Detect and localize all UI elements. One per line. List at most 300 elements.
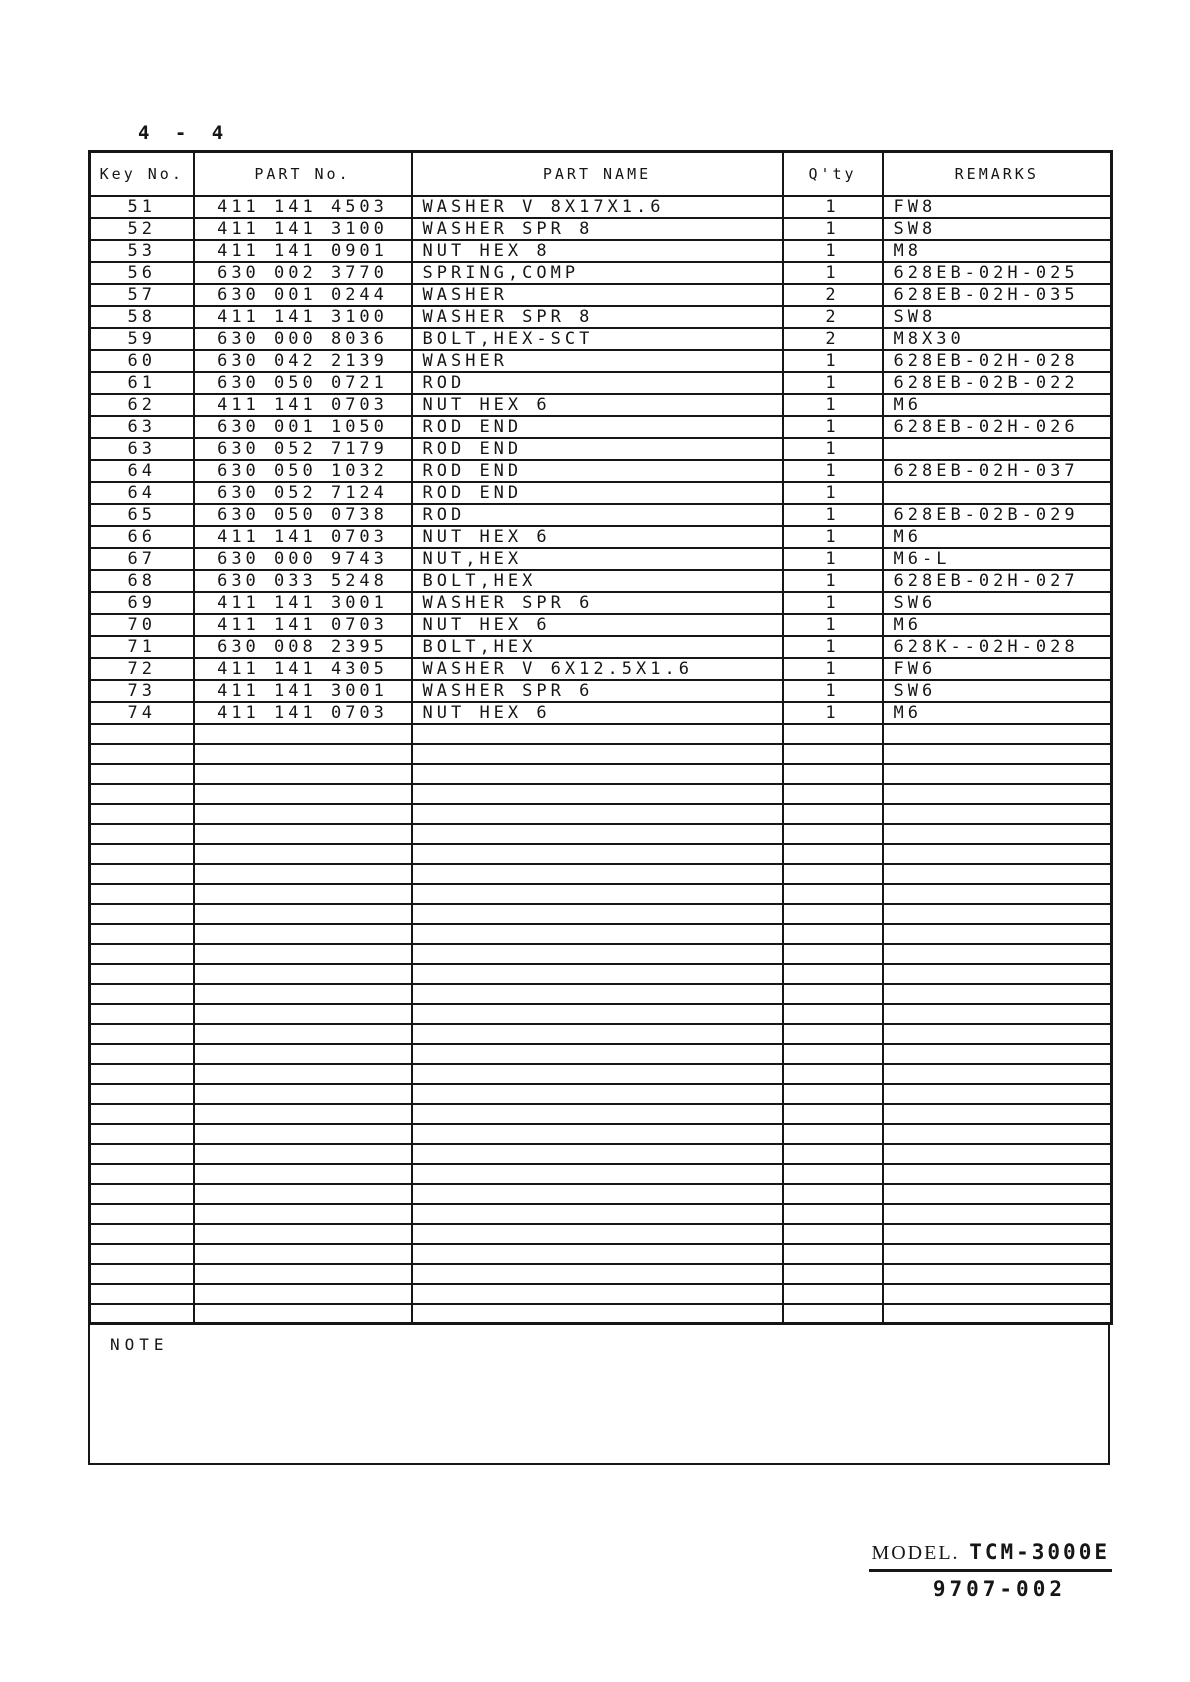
empty-cell xyxy=(783,1004,883,1024)
cell-part-no: 411 141 3001 xyxy=(194,680,412,702)
table-row xyxy=(90,350,1112,372)
table-row xyxy=(90,372,1112,394)
cell-remarks: 628EB-02B-022 xyxy=(883,372,1112,394)
table-row xyxy=(90,592,1112,614)
cell-part-no: 411 141 0703 xyxy=(194,394,412,416)
cell-name: NUT HEX 8 xyxy=(412,240,783,262)
empty-row xyxy=(90,1024,1112,1044)
empty-cell xyxy=(412,824,783,844)
table-row xyxy=(90,680,1112,702)
empty-cell xyxy=(412,924,783,944)
empty-row xyxy=(90,1264,1112,1284)
cell-name: WASHER V 8X17X1.6 xyxy=(412,196,783,218)
empty-cell xyxy=(412,1044,783,1064)
note-label: NOTE xyxy=(110,1335,169,1354)
empty-row xyxy=(90,1044,1112,1064)
cell-qty: 1 xyxy=(783,680,883,702)
cell-key: 63 xyxy=(90,438,194,460)
empty-cell xyxy=(783,1284,883,1304)
cell-qty: 1 xyxy=(783,394,883,416)
empty-row xyxy=(90,804,1112,824)
cell-part-no: 411 141 3001 xyxy=(194,592,412,614)
empty-cell xyxy=(883,744,1112,764)
cell-qty: 1 xyxy=(783,614,883,636)
empty-cell xyxy=(883,1124,1112,1144)
cell-part-no: 630 001 1050 xyxy=(194,416,412,438)
empty-cell xyxy=(412,1204,783,1224)
empty-cell xyxy=(783,1124,883,1144)
cell-part-no: 630 033 5248 xyxy=(194,570,412,592)
cell-qty: 1 xyxy=(783,196,883,218)
empty-cell xyxy=(783,944,883,964)
empty-cell xyxy=(90,1184,194,1204)
empty-cell xyxy=(90,1304,194,1324)
empty-cell xyxy=(412,964,783,984)
table-row xyxy=(90,548,1112,570)
empty-cell xyxy=(194,724,412,744)
cell-part-no: 630 000 9743 xyxy=(194,548,412,570)
cell-name: ROD xyxy=(412,504,783,526)
cell-part-no: 411 141 0703 xyxy=(194,702,412,724)
cell-key: 59 xyxy=(90,328,194,350)
empty-cell xyxy=(883,844,1112,864)
cell-qty: 1 xyxy=(783,636,883,658)
empty-cell xyxy=(194,1204,412,1224)
cell-key: 58 xyxy=(90,306,194,328)
empty-cell xyxy=(194,804,412,824)
cell-part-no: 630 050 1032 xyxy=(194,460,412,482)
empty-cell xyxy=(412,1184,783,1204)
cell-key: 72 xyxy=(90,658,194,680)
table-row xyxy=(90,284,1112,306)
empty-cell xyxy=(783,1064,883,1084)
cell-qty: 1 xyxy=(783,592,883,614)
doc-number: 9707-002 xyxy=(932,1577,1066,1601)
empty-row xyxy=(90,1004,1112,1024)
cell-name: NUT HEX 6 xyxy=(412,394,783,416)
empty-cell xyxy=(90,824,194,844)
empty-cell xyxy=(883,944,1112,964)
empty-cell xyxy=(194,1004,412,1024)
empty-cell xyxy=(194,1064,412,1084)
empty-cell xyxy=(783,1204,883,1224)
cell-remarks: SW6 xyxy=(883,680,1112,702)
cell-qty: 1 xyxy=(783,548,883,570)
empty-row xyxy=(90,744,1112,764)
empty-row xyxy=(90,964,1112,984)
column-header-remarks: REMARKS xyxy=(883,152,1112,196)
empty-cell xyxy=(412,1084,783,1104)
empty-cell xyxy=(90,724,194,744)
empty-cell xyxy=(783,1084,883,1104)
model-line xyxy=(869,1540,1112,1572)
cell-qty: 1 xyxy=(783,372,883,394)
empty-cell xyxy=(783,984,883,1004)
cell-name: WASHER SPR 6 xyxy=(412,592,783,614)
model-value: TCM-3000E xyxy=(969,1540,1110,1564)
empty-cell xyxy=(883,1204,1112,1224)
empty-cell xyxy=(412,864,783,884)
cell-remarks: M6 xyxy=(883,614,1112,636)
empty-cell xyxy=(783,924,883,944)
cell-key: 62 xyxy=(90,394,194,416)
cell-qty: 1 xyxy=(783,504,883,526)
empty-cell xyxy=(883,1244,1112,1264)
empty-cell xyxy=(90,1044,194,1064)
cell-qty: 1 xyxy=(783,702,883,724)
cell-key: 74 xyxy=(90,702,194,724)
cell-key: 60 xyxy=(90,350,194,372)
column-header-part-name: PART NAME xyxy=(412,152,783,196)
table-row xyxy=(90,460,1112,482)
empty-cell xyxy=(412,1024,783,1044)
table-row xyxy=(90,658,1112,680)
empty-cell xyxy=(90,904,194,924)
empty-cell xyxy=(783,764,883,784)
table-row xyxy=(90,416,1112,438)
table-row xyxy=(90,526,1112,548)
cell-remarks xyxy=(883,438,1112,460)
empty-cell xyxy=(412,1004,783,1024)
empty-cell xyxy=(783,1144,883,1164)
cell-qty: 1 xyxy=(783,350,883,372)
empty-cell xyxy=(783,1024,883,1044)
empty-cell xyxy=(883,824,1112,844)
empty-cell xyxy=(783,1224,883,1244)
cell-key: 56 xyxy=(90,262,194,284)
cell-part-no: 630 042 2139 xyxy=(194,350,412,372)
table-row xyxy=(90,306,1112,328)
cell-part-no: 630 002 3770 xyxy=(194,262,412,284)
empty-cell xyxy=(783,844,883,864)
empty-cell xyxy=(783,1264,883,1284)
empty-cell xyxy=(194,744,412,764)
empty-row xyxy=(90,1184,1112,1204)
empty-cell xyxy=(883,1164,1112,1184)
empty-cell xyxy=(783,1244,883,1264)
empty-row xyxy=(90,764,1112,784)
cell-key: 73 xyxy=(90,680,194,702)
cell-name: SPRING,COMP xyxy=(412,262,783,284)
cell-remarks: 628EB-02B-029 xyxy=(883,504,1112,526)
empty-cell xyxy=(883,1044,1112,1064)
empty-cell xyxy=(883,1224,1112,1244)
cell-part-no: 411 141 4503 xyxy=(194,196,412,218)
empty-cell xyxy=(90,944,194,964)
empty-cell xyxy=(194,1304,412,1324)
cell-key: 51 xyxy=(90,196,194,218)
empty-cell xyxy=(412,764,783,784)
empty-cell xyxy=(883,1024,1112,1044)
cell-name: ROD xyxy=(412,372,783,394)
cell-part-no: 411 141 0703 xyxy=(194,526,412,548)
empty-cell xyxy=(194,1044,412,1064)
empty-cell xyxy=(194,1144,412,1164)
table-row xyxy=(90,262,1112,284)
empty-row xyxy=(90,1164,1112,1184)
empty-cell xyxy=(412,1244,783,1264)
empty-cell xyxy=(194,864,412,884)
cell-name: NUT HEX 6 xyxy=(412,526,783,548)
empty-cell xyxy=(90,924,194,944)
cell-part-no: 411 141 4305 xyxy=(194,658,412,680)
empty-row xyxy=(90,1244,1112,1264)
empty-cell xyxy=(194,784,412,804)
empty-cell xyxy=(412,984,783,1004)
empty-cell xyxy=(90,864,194,884)
cell-remarks: M8X30 xyxy=(883,328,1112,350)
empty-cell xyxy=(194,824,412,844)
empty-cell xyxy=(194,1124,412,1144)
cell-key: 63 xyxy=(90,416,194,438)
empty-cell xyxy=(90,1064,194,1084)
table-row xyxy=(90,614,1112,636)
cell-key: 70 xyxy=(90,614,194,636)
empty-cell xyxy=(194,1164,412,1184)
empty-row xyxy=(90,984,1112,1004)
empty-row xyxy=(90,1224,1112,1244)
cell-name: WASHER xyxy=(412,350,783,372)
empty-cell xyxy=(412,1304,783,1324)
cell-qty: 1 xyxy=(783,240,883,262)
cell-name: ROD END xyxy=(412,482,783,504)
empty-cell xyxy=(90,1224,194,1244)
empty-cell xyxy=(412,1264,783,1284)
empty-cell xyxy=(883,1104,1112,1124)
cell-part-no: 411 141 0901 xyxy=(194,240,412,262)
empty-cell xyxy=(90,1284,194,1304)
cell-qty: 1 xyxy=(783,526,883,548)
cell-qty: 1 xyxy=(783,460,883,482)
cell-qty: 1 xyxy=(783,570,883,592)
empty-row xyxy=(90,844,1112,864)
table-row xyxy=(90,196,1112,218)
cell-part-no: 630 000 8036 xyxy=(194,328,412,350)
empty-cell xyxy=(90,1264,194,1284)
parts-table-section xyxy=(88,150,1110,1465)
empty-cell xyxy=(90,964,194,984)
empty-cell xyxy=(883,1144,1112,1164)
cell-name: WASHER xyxy=(412,284,783,306)
empty-row xyxy=(90,864,1112,884)
empty-cell xyxy=(883,804,1112,824)
empty-cell xyxy=(194,984,412,1004)
empty-cell xyxy=(883,1184,1112,1204)
column-header-qty: Q'ty xyxy=(783,152,883,196)
cell-part-no: 411 141 3100 xyxy=(194,306,412,328)
cell-key: 64 xyxy=(90,460,194,482)
table-row xyxy=(90,570,1112,592)
cell-remarks: SW8 xyxy=(883,306,1112,328)
empty-cell xyxy=(412,784,783,804)
empty-cell xyxy=(90,744,194,764)
empty-cell xyxy=(194,924,412,944)
empty-cell xyxy=(783,724,883,744)
empty-cell xyxy=(883,864,1112,884)
cell-key: 61 xyxy=(90,372,194,394)
cell-qty: 2 xyxy=(783,284,883,306)
empty-row xyxy=(90,824,1112,844)
cell-qty: 2 xyxy=(783,306,883,328)
empty-cell xyxy=(90,984,194,1004)
empty-row xyxy=(90,1084,1112,1104)
empty-cell xyxy=(412,744,783,764)
cell-remarks: FW6 xyxy=(883,658,1112,680)
empty-cell xyxy=(90,784,194,804)
empty-row xyxy=(90,1104,1112,1124)
cell-remarks: 628K--02H-028 xyxy=(883,636,1112,658)
empty-cell xyxy=(194,1184,412,1204)
empty-cell xyxy=(90,1104,194,1124)
cell-remarks: M8 xyxy=(883,240,1112,262)
empty-cell xyxy=(883,1064,1112,1084)
cell-part-no: 630 052 7179 xyxy=(194,438,412,460)
empty-cell xyxy=(90,1024,194,1044)
empty-row xyxy=(90,1204,1112,1224)
cell-remarks: M6-L xyxy=(883,548,1112,570)
empty-cell xyxy=(90,1244,194,1264)
table-body xyxy=(90,196,1112,1324)
table-row xyxy=(90,438,1112,460)
empty-cell xyxy=(194,1224,412,1244)
cell-part-no: 630 050 0738 xyxy=(194,504,412,526)
parts-table xyxy=(88,150,1113,1325)
table-row xyxy=(90,636,1112,658)
page-number: 4 - 4 xyxy=(138,122,231,144)
cell-qty: 1 xyxy=(783,658,883,680)
empty-cell xyxy=(412,944,783,964)
cell-name: BOLT,HEX-SCT xyxy=(412,328,783,350)
empty-cell xyxy=(883,1084,1112,1104)
cell-key: 68 xyxy=(90,570,194,592)
empty-cell xyxy=(783,1304,883,1324)
cell-remarks: 628EB-02H-037 xyxy=(883,460,1112,482)
empty-row xyxy=(90,1124,1112,1144)
cell-key: 65 xyxy=(90,504,194,526)
cell-remarks xyxy=(883,482,1112,504)
cell-qty: 1 xyxy=(783,482,883,504)
cell-remarks: 628EB-02H-028 xyxy=(883,350,1112,372)
cell-name: ROD END xyxy=(412,460,783,482)
empty-row xyxy=(90,944,1112,964)
empty-cell xyxy=(783,864,883,884)
cell-qty: 2 xyxy=(783,328,883,350)
empty-cell xyxy=(883,1284,1112,1304)
empty-cell xyxy=(783,824,883,844)
empty-cell xyxy=(412,1284,783,1304)
empty-cell xyxy=(783,884,883,904)
column-header-part-no: PART No. xyxy=(194,152,412,196)
empty-cell xyxy=(412,1224,783,1244)
cell-name: WASHER V 6X12.5X1.6 xyxy=(412,658,783,680)
empty-row xyxy=(90,884,1112,904)
cell-remarks: SW6 xyxy=(883,592,1112,614)
empty-row xyxy=(90,904,1112,924)
empty-cell xyxy=(90,1084,194,1104)
empty-cell xyxy=(783,964,883,984)
footer xyxy=(869,1540,1112,1601)
empty-cell xyxy=(883,924,1112,944)
empty-cell xyxy=(194,1264,412,1284)
empty-row xyxy=(90,724,1112,744)
empty-cell xyxy=(883,964,1112,984)
empty-cell xyxy=(883,1004,1112,1024)
cell-key: 64 xyxy=(90,482,194,504)
empty-cell xyxy=(90,764,194,784)
cell-qty: 1 xyxy=(783,416,883,438)
empty-cell xyxy=(194,904,412,924)
empty-cell xyxy=(883,904,1112,924)
cell-key: 53 xyxy=(90,240,194,262)
cell-key: 57 xyxy=(90,284,194,306)
empty-cell xyxy=(412,1164,783,1184)
empty-cell xyxy=(194,884,412,904)
empty-cell xyxy=(783,784,883,804)
cell-key: 67 xyxy=(90,548,194,570)
cell-name: ROD END xyxy=(412,438,783,460)
cell-remarks: 628EB-02H-027 xyxy=(883,570,1112,592)
empty-cell xyxy=(883,784,1112,804)
empty-cell xyxy=(412,804,783,824)
empty-cell xyxy=(90,1004,194,1024)
empty-cell xyxy=(783,1104,883,1124)
cell-remarks: M6 xyxy=(883,394,1112,416)
empty-cell xyxy=(194,1084,412,1104)
cell-name: NUT,HEX xyxy=(412,548,783,570)
empty-cell xyxy=(194,1284,412,1304)
cell-remarks: 628EB-02H-035 xyxy=(883,284,1112,306)
empty-cell xyxy=(412,844,783,864)
table-header xyxy=(90,152,1112,196)
empty-cell xyxy=(90,844,194,864)
table-row xyxy=(90,702,1112,724)
empty-cell xyxy=(90,1204,194,1224)
empty-cell xyxy=(883,1304,1112,1324)
empty-cell xyxy=(883,1264,1112,1284)
empty-cell xyxy=(412,724,783,744)
cell-key: 66 xyxy=(90,526,194,548)
empty-cell xyxy=(194,1024,412,1044)
cell-name: ROD END xyxy=(412,416,783,438)
cell-part-no: 630 052 7124 xyxy=(194,482,412,504)
cell-name: NUT HEX 6 xyxy=(412,614,783,636)
empty-cell xyxy=(194,944,412,964)
cell-remarks: M6 xyxy=(883,526,1112,548)
empty-cell xyxy=(412,1144,783,1164)
empty-row xyxy=(90,1284,1112,1304)
cell-qty: 1 xyxy=(783,218,883,240)
cell-name: NUT HEX 6 xyxy=(412,702,783,724)
empty-cell xyxy=(783,1044,883,1064)
empty-cell xyxy=(90,1124,194,1144)
cell-part-no: 630 050 0721 xyxy=(194,372,412,394)
cell-qty: 1 xyxy=(783,262,883,284)
cell-part-no: 630 008 2395 xyxy=(194,636,412,658)
empty-cell xyxy=(412,1104,783,1124)
empty-cell xyxy=(194,1244,412,1264)
empty-cell xyxy=(412,1064,783,1084)
cell-remarks: M6 xyxy=(883,702,1112,724)
header-row xyxy=(90,152,1112,196)
empty-cell xyxy=(90,804,194,824)
table-row xyxy=(90,328,1112,350)
empty-cell xyxy=(412,904,783,924)
empty-cell xyxy=(883,984,1112,1004)
cell-part-no: 411 141 3100 xyxy=(194,218,412,240)
cell-name: WASHER SPR 8 xyxy=(412,218,783,240)
empty-cell xyxy=(194,844,412,864)
cell-remarks: 628EB-02H-026 xyxy=(883,416,1112,438)
